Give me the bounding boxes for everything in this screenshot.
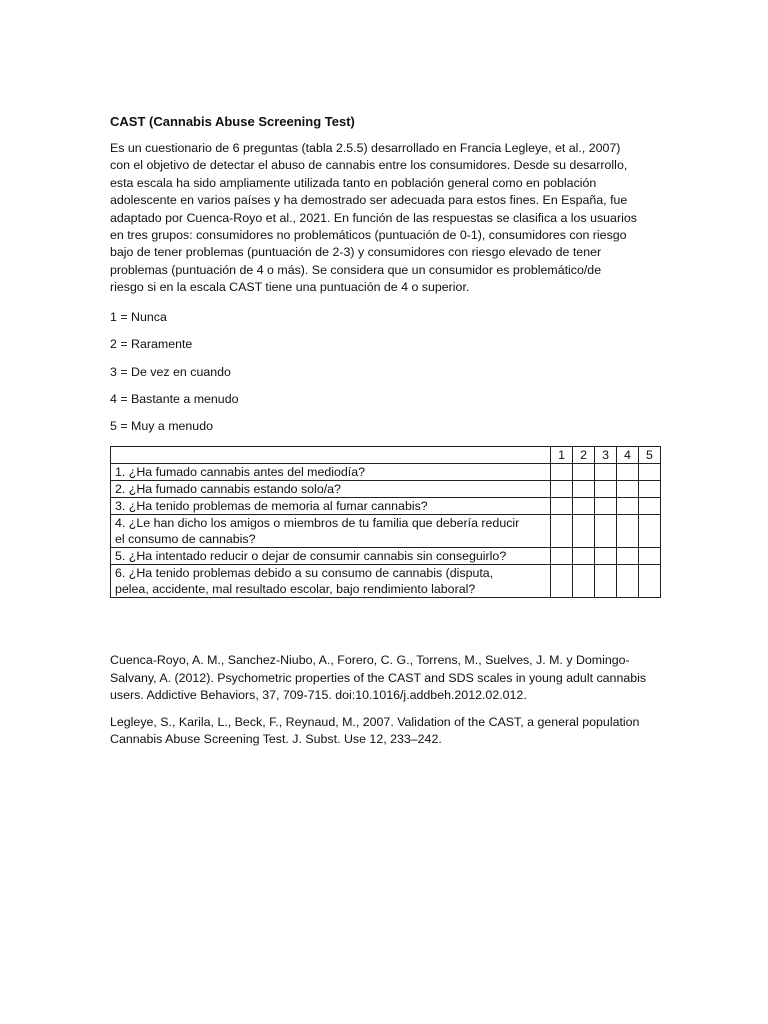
answer-checkbox-cell[interactable]: [639, 565, 661, 598]
references-section: [110, 652, 670, 758]
question-text-line: 4. ¿Le han dicho los amigos o miembros de tu familia que debería reducir: [115, 516, 520, 530]
intro-line: esta escala ha sido ampliamente utilizada tanto en población general como en población: [110, 175, 597, 190]
question-text-line: 5. ¿Ha intentado reducir o dejar de consumir cannabis sin conseguirlo?: [115, 549, 507, 563]
question-cell: [111, 548, 551, 565]
scale-item: 2 = Raramente: [110, 337, 193, 352]
answer-checkbox-cell[interactable]: [573, 515, 595, 548]
table-row: [111, 548, 661, 565]
header-score-cell: 4: [617, 447, 639, 464]
answer-checkbox-cell[interactable]: [639, 481, 661, 498]
intro-line: riesgo si en la escala CAST tiene una puntuación de 4 o superior.: [110, 280, 470, 295]
reference-line: Salvany, A. (2012). Psychometric properties of the CAST and SDS scales in young adult cannabis: [110, 670, 647, 685]
table-row: [111, 565, 661, 598]
table-row: [111, 464, 661, 481]
header-question-cell: [111, 447, 551, 464]
reference-line: users. Addictive Behaviors, 37, 709-715. doi:10.1016/j.addbeh.2012.02.012.: [110, 688, 527, 703]
answer-checkbox-cell[interactable]: [551, 464, 573, 481]
question-text-line: 1. ¿Ha fumado cannabis antes del mediodía?: [115, 465, 366, 479]
table-row: [111, 498, 661, 515]
header-score-cell: 1: [551, 447, 573, 464]
answer-checkbox-cell[interactable]: [617, 548, 639, 565]
question-cell: [111, 464, 551, 481]
intro-line: Es un cuestionario de 6 preguntas (tabla 2.5.5) desarrollado en Francia Legleye, et al., 2007): [110, 141, 621, 155]
reference-entry: [110, 714, 670, 749]
answer-checkbox-cell[interactable]: [595, 515, 617, 548]
reference-line: Cannabis Abuse Screening Test. J. Subst. Use 12, 233–242.: [110, 732, 442, 747]
answer-checkbox-cell[interactable]: [551, 515, 573, 548]
table-row: [111, 515, 661, 548]
scale-item: 5 = Muy a menudo: [110, 419, 213, 434]
answer-checkbox-cell[interactable]: [573, 548, 595, 565]
question-text-line: 3. ¿Ha tenido problemas de memoria al fumar cannabis?: [115, 499, 428, 513]
answer-checkbox-cell[interactable]: [595, 464, 617, 481]
intro-line: adolescente en varios países y ha demostrado ser adecuada para estos fines. En España, fue: [110, 193, 628, 208]
header-score-cell: 3: [595, 447, 617, 464]
answer-checkbox-cell[interactable]: [617, 565, 639, 598]
answer-checkbox-cell[interactable]: [573, 464, 595, 481]
answer-checkbox-cell[interactable]: [551, 548, 573, 565]
answer-checkbox-cell[interactable]: [639, 464, 661, 481]
response-scale-list: [110, 309, 238, 445]
cast-questionnaire-table: [110, 446, 661, 598]
question-cell: [111, 565, 551, 598]
answer-checkbox-cell[interactable]: [573, 565, 595, 598]
scale-item: 3 = De vez en cuando: [110, 364, 231, 379]
intro-line: problemas (puntuación de 4 o más). Se considera que un consumidor es problemático/de: [110, 262, 602, 277]
scale-item: 4 = Bastante a menudo: [110, 391, 239, 406]
header-score-cell: 2: [573, 447, 595, 464]
reference-line: Legleye, S., Karila, L., Beck, F., Reynaud, M., 2007. Validation of the CAST, a general population: [110, 714, 640, 729]
answer-checkbox-cell[interactable]: [551, 565, 573, 598]
document-title: CAST (Cannabis Abuse Screening Test): [110, 114, 355, 129]
answer-checkbox-cell[interactable]: [573, 498, 595, 515]
table-row: [111, 481, 661, 498]
intro-line: en tres grupos: consumidores no problemáticos (puntuación de 0-1), consumidores con riesgo: [110, 228, 627, 243]
question-cell: [111, 515, 551, 548]
intro-line: con el objetivo de detectar el abuso de cannabis entre los consumidores. Desde su desarrollo,: [110, 158, 628, 173]
table-header-row: [111, 447, 661, 464]
answer-checkbox-cell[interactable]: [595, 481, 617, 498]
reference-line: Cuenca-Royo, A. M., Sanchez-Niubo, A., Forero, C. G., Torrens, M., Suelves, J. M. y Domingo-: [110, 653, 630, 667]
answer-checkbox-cell[interactable]: [595, 498, 617, 515]
answer-checkbox-cell[interactable]: [639, 498, 661, 515]
reference-entry: [110, 652, 670, 705]
question-cell: [111, 481, 551, 498]
question-text-line: el consumo de cannabis?: [115, 532, 256, 546]
answer-checkbox-cell[interactable]: [551, 498, 573, 515]
answer-checkbox-cell[interactable]: [595, 548, 617, 565]
question-text-line: 6. ¿Ha tenido problemas debido a su consumo de cannabis (disputa,: [115, 566, 494, 580]
answer-checkbox-cell[interactable]: [573, 481, 595, 498]
answer-checkbox-cell[interactable]: [551, 481, 573, 498]
answer-checkbox-cell[interactable]: [639, 548, 661, 565]
answer-checkbox-cell[interactable]: [617, 481, 639, 498]
question-text-line: pelea, accidente, mal resultado escolar, bajo rendimiento laboral?: [115, 582, 476, 596]
answer-checkbox-cell[interactable]: [617, 515, 639, 548]
header-score-cell: 5: [639, 447, 661, 464]
scale-item: 1 = Nunca: [110, 310, 167, 324]
intro-line: adaptado por Cuenca-Royo et al., 2021. En función de las respuestas se clasifica a los usuarios: [110, 210, 637, 225]
answer-checkbox-cell[interactable]: [595, 565, 617, 598]
question-text-line: 2. ¿Ha fumado cannabis estando solo/a?: [115, 482, 341, 496]
answer-checkbox-cell[interactable]: [639, 515, 661, 548]
answer-checkbox-cell[interactable]: [617, 464, 639, 481]
question-cell: [111, 498, 551, 515]
intro-line: bajo de tener problemas (puntuación de 2-3) y consumidores con riesgo elevado de tener: [110, 245, 602, 260]
intro-paragraph: [110, 140, 670, 297]
answer-checkbox-cell[interactable]: [617, 498, 639, 515]
